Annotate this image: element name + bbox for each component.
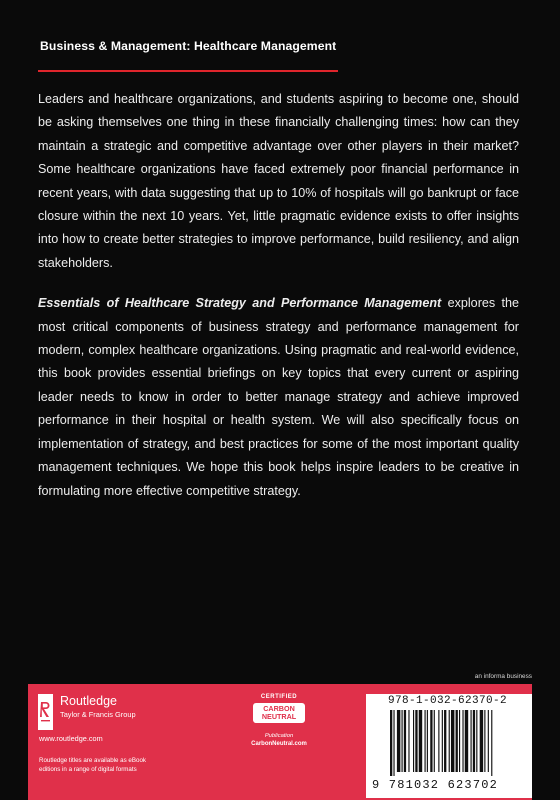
barcode-bar <box>488 710 489 772</box>
carbon-neutral-badge <box>236 692 322 762</box>
barcode-bar <box>480 710 483 772</box>
barcode-bar <box>413 710 414 772</box>
barcode-bar <box>449 710 450 772</box>
barcode-bar <box>473 710 475 772</box>
publisher-footer <box>28 684 532 800</box>
carbon-certified-label: CERTIFIED <box>260 694 298 700</box>
blurb-paragraph-2-text: explores the most critical components of business strategy and performance management for modern, complex healthcare organizations. Using pragmatic and real-world evidence, this book provides essential briefings on key topics that every current or aspiring leader needs to know in order to better manage strategy and achieve improved performance in their hospital or health system. We will also specifically focus on implementation of strategy, and best practices for some of the most important quality management techniques. We hope this book helps inspire leaders to be creative in formulating more effective competitive strategy. <box>38 296 520 498</box>
barcode-bar <box>459 710 460 772</box>
barcode-bar <box>419 710 422 772</box>
carbon-publication-label: Publication <box>264 733 294 739</box>
barcode-bar <box>456 710 458 772</box>
barcode-bar <box>415 710 417 772</box>
series-header: Business & Management: Healthcare Management <box>40 39 337 53</box>
barcode-bar <box>462 710 463 772</box>
barcode-bar <box>471 710 472 772</box>
barcode-bar <box>465 710 468 772</box>
barcode-bar <box>484 710 485 772</box>
carbon-neutral-label: CARBON NEUTRAL <box>253 703 305 723</box>
publisher-group: Taylor & Francis Group <box>60 710 136 719</box>
blurb-paragraph-1: Leaders and healthcare organizations, and students aspiring to become one, should be asking themselves one thing in these financially challenging times: how can they maintain a strategic and competitive advantage over other players in their market? Some healthcare organizations have faced extremely poor financial performance in recent years, with data suggesting that up to 10% of hospitals will go bankrupt or face closure within the next 10 years. Yet, little pragmatic evidence exists to offer insights into how to create better strategies to improve performance, build resiliency, and align stakeholders. <box>38 92 519 270</box>
carbon-site-label: CarbonNeutral.com <box>251 741 307 747</box>
barcode-bar <box>408 710 409 772</box>
publisher-website[interactable]: www.routledge.com <box>39 734 103 743</box>
barcode-bar <box>444 710 446 772</box>
routledge-r-icon <box>38 694 53 730</box>
barcode-bar <box>491 710 492 776</box>
barcode-bar <box>393 710 394 776</box>
barcode-bar <box>434 710 435 772</box>
publisher-name: Routledge <box>60 694 117 708</box>
accent-rule <box>38 70 338 72</box>
barcode-bar <box>430 710 432 772</box>
isbn-bottom: 9 781032 623702 <box>372 778 499 792</box>
carbon-neutral-logo-icon <box>247 692 311 732</box>
blurb-paragraph-2 <box>38 292 519 503</box>
ebook-note: Routledge titles are available as eBook editions in a range of digital formats <box>39 757 146 773</box>
barcode-icon <box>388 710 528 776</box>
barcode-bar <box>397 710 400 772</box>
barcode-bar <box>425 710 426 772</box>
barcode-bar <box>438 710 439 772</box>
barcode-bar <box>451 710 454 772</box>
back-cover-blurb <box>38 88 519 503</box>
informa-tagline: an informa business <box>474 673 532 680</box>
barcode-box <box>366 694 532 798</box>
barcode-bar <box>476 710 477 772</box>
isbn-top: 978-1-032-62370-2 <box>388 695 508 707</box>
barcode-bar <box>427 710 428 772</box>
book-title: Essentials of Healthcare Strategy and Performance Management <box>38 296 442 311</box>
barcode-bar <box>390 710 392 776</box>
barcode-bar <box>404 710 406 772</box>
barcode-bar <box>402 710 403 772</box>
barcode-bar <box>442 710 443 772</box>
